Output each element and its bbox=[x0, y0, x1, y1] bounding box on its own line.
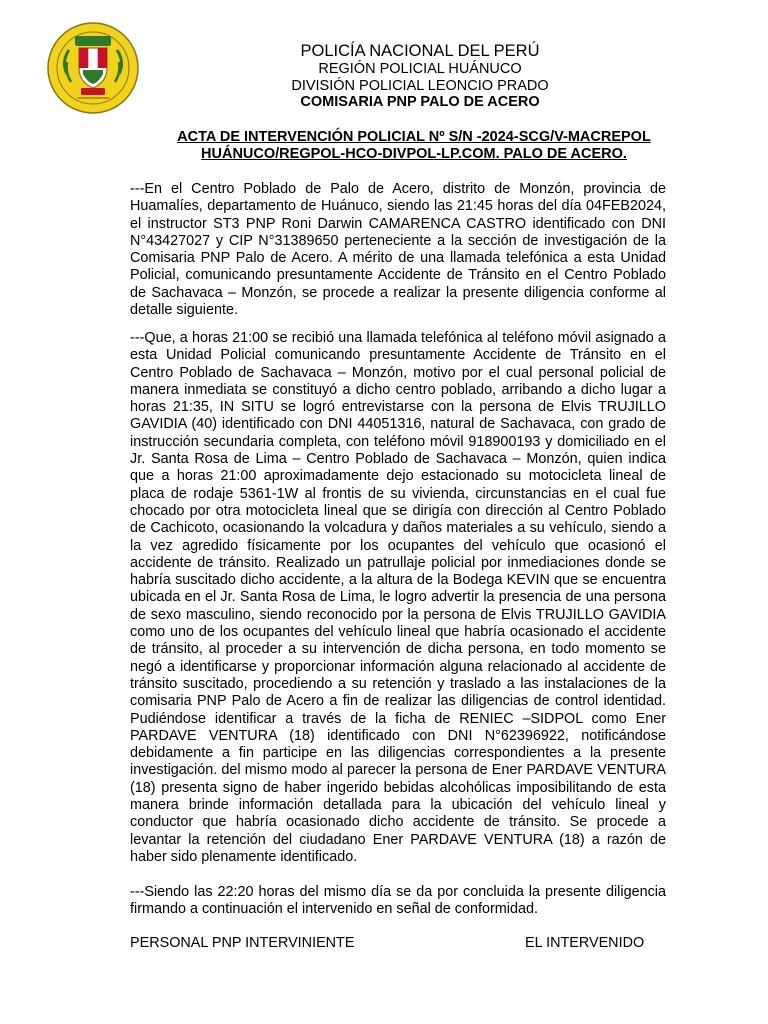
pnp-emblem-logo bbox=[47, 22, 139, 114]
paragraph-details: ---Que, a horas 21:00 se recibió una llamada telefónica al teléfono móvil asignado a esta Unidad Policial comunicando presuntamente Accidente de Tránsito en el Centro Poblado de Sachavaca – Monzón, motivo por el cual personal policial de manera inmediata se constituyó a dicho centro poblado, arribando a dicho lugar a horas 21:35, IN SITU se logró entrevistarse con la persona de Elvis TRUJILLO GAVIDIA (40) identificado con DNI 44051316, natural de Sachavaca, con grado de instrucción secundaria completa, con teléfono móvil 918900193 y domiciliado en el Jr. Santa Rosa de Lima – Centro Poblado de Sachavaca – Monzón, quien indica que a horas 21:00 aproximadamente dejo estacionado su motocicleta lineal de placa de rodaje 5361-1W al frontis de su vivienda, circunstancias en el cual fue chocado por otra motocicleta lineal que se dirigía con dirección al Centro Poblado de Cachicoto, ocasionando la volcadura y daños materiales a su vehículo, siendo a la vez agredido físicamente por los ocupantes del vehículo que ocasionó el accidente de tránsito. Realizado un patrullaje policial por inmediaciones donde se habría suscitado dicho accidente, a la altura de la Bodega KEVIN que se encuentra ubicada en el Jr. Santa Rosa de Lima, le logro advertir la presencia de una persona de sexo masculino, siendo reconocido por la persona de Elvis TRUJILLO GAVIDIA como uno de los ocupantes del vehículo lineal que habría ocasionado el accidente de tránsito, al proceder a su intervención de dicha persona, en todo momento se negó a identificarse y proporcionar información alguna relacionado al accidente de tránsito suscitado, procediendo a su retención y traslado a las instalaciones de la comisaria PNP Palo de Acero a fin de realizar las diligencias de control identidad. Pudiéndose identificar a través de la ficha de RENIEC –SIDPOL como Ener PARDAVE VENTURA (18) identificado con DNI N°62396922, notificándose debidamente a fin participe en las diligencias correspondientes a la presente investigación. del mismo modo al parecer la persona de Ener PARDAVE VENTURA (18) presenta signo de haber ingerido bebidas alcohólicas imposibilitando de esta manera brinde información detallada para la ubicación del vehículo lineal y conductor que habría ocasionado dicho accidente de tránsito. Se procede a levantar la retención del ciudadano Ener PARDAVE VENTURA (18) a razón de haber sido plenamente identificado. bbox=[130, 330, 666, 865]
signature-label-officers: PERSONAL PNP INTERVINIENTE bbox=[130, 935, 355, 951]
paragraph-intro: ---En el Centro Poblado de Palo de Acero, distrito de Monzón, provincia de Huamalíes, departamento de Huánuco, siendo las 21:45 horas del día 04FEB2024, el instructor ST3 PNP Roni Darwin CAMARENCA CASTRO identificado con DNI N°43427027 y CIP N°31389650 perteneciente a la sección de investigación de la Comisaria PNP Palo de Acero. A mérito de una llamada telefónica a esta Unidad Policial, comunicando presuntamente Accidente de Tránsito en el Centro Poblado de Sachavaca – Monzón, se procede a realizar la presente diligencia conforme al detalle siguiente. bbox=[130, 181, 666, 319]
paragraph-closing: ---Siendo las 22:20 horas del mismo día se da por concluida la presente diligencia firmando a continuación el intervenido en señal de conformidad. bbox=[130, 884, 666, 918]
title-line-2: HUÁNUCO/REGPOL-HCO-DIVPOL-LP.COM. PALO DE ACERO. bbox=[201, 146, 627, 162]
document-header bbox=[180, 42, 660, 111]
title-line-1: ACTA DE INTERVENCIÓN POLICIAL Nº S/N -2024-SCG/V-MACREPOL bbox=[177, 129, 651, 145]
region-name: REGIÓN POLICIAL HUÁNUCO bbox=[318, 61, 522, 77]
document-title bbox=[130, 129, 698, 163]
signature-label-intervened: EL INTERVENIDO bbox=[525, 935, 645, 951]
station-name: COMISARIA PNP PALO DE ACERO bbox=[300, 94, 540, 110]
division-name: DIVISIÓN POLICIAL LEONCIO PRADO bbox=[291, 77, 549, 94]
institution-name: POLICÍA NACIONAL DEL PERÚ bbox=[300, 42, 540, 60]
